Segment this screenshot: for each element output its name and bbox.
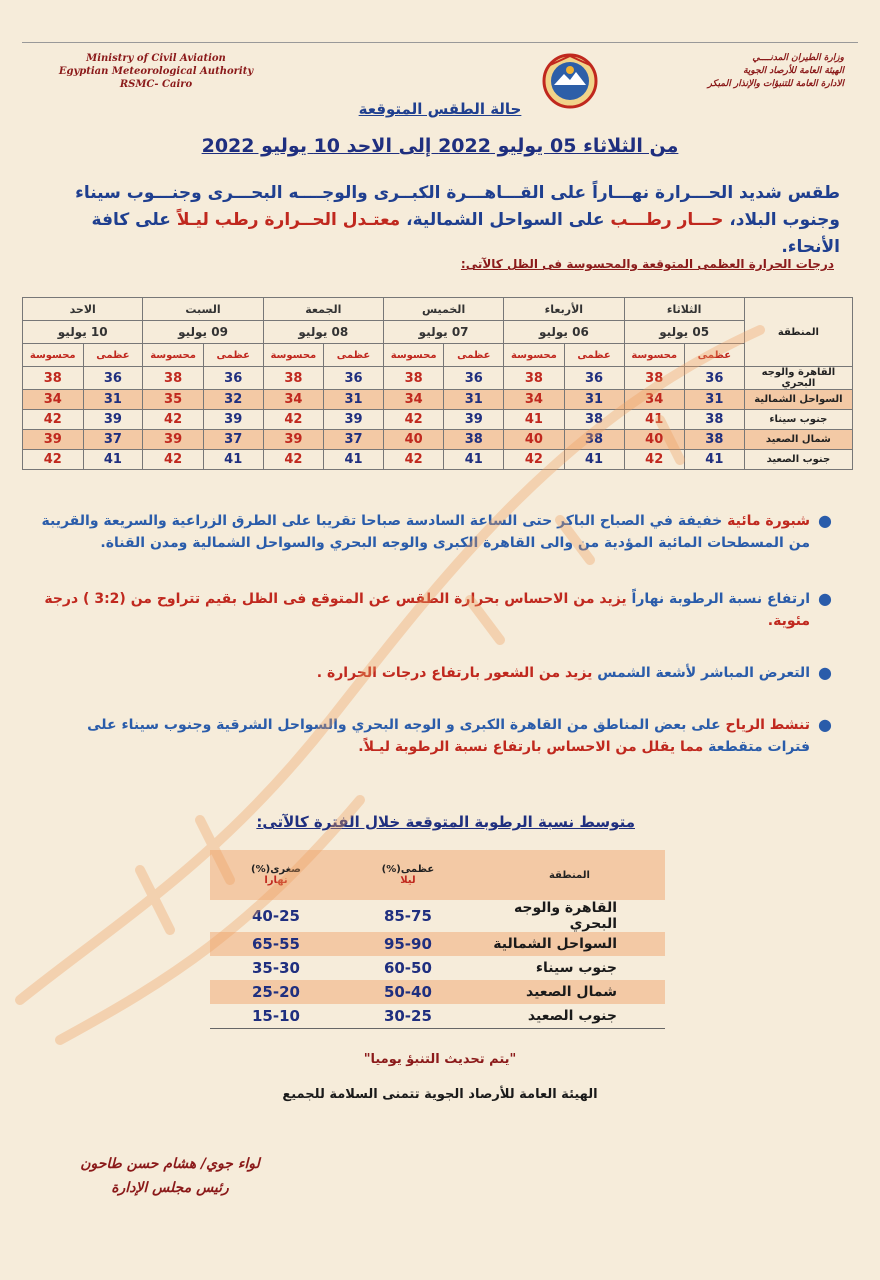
bullet-icon: ● [818, 715, 832, 734]
advisory-fog-heading: شبورة مائية [727, 513, 810, 529]
temp-feel-value: 40 [624, 430, 684, 450]
temp-feel-value: 38 [504, 367, 564, 390]
temp-feel-label: محسوسة [143, 344, 203, 367]
temp-feel-value: 42 [143, 450, 203, 470]
humidity-table [210, 850, 665, 1029]
humidity-region-name: شمال الصعيد [474, 980, 665, 1004]
temp-max-value: 41 [564, 450, 624, 470]
page-title: حالة الطقس المتوقعة [358, 100, 522, 118]
header-ar-line-2: الهيئة العامة للأرصاد الجوية [743, 66, 844, 76]
humidity-row [210, 932, 665, 956]
temp-feel-value: 42 [383, 450, 443, 470]
header-ar-line-1: وزارة الطيران المدنــــي [752, 53, 844, 63]
summary-part-2: حـــار رطـــب [610, 210, 724, 230]
temp-max-value: 41 [324, 450, 384, 470]
humidity-min-value: 40-25 [251, 907, 300, 925]
temp-feel-value: 41 [504, 410, 564, 430]
temp-feel-value: 42 [504, 450, 564, 470]
temp-feel-value: 39 [23, 430, 84, 450]
humidity-min-value: 65-55 [210, 932, 342, 956]
temp-day-name: الجمعة [263, 298, 383, 321]
temp-feel-value: 39 [263, 430, 323, 450]
temp-feel-value: 42 [23, 410, 84, 430]
advisory-wind-heading: تنشط الرياح [725, 717, 810, 733]
humidity-row [210, 956, 665, 980]
temp-feel-value: 34 [23, 390, 84, 410]
advisory-humidity-a: ارتفاع نسبة الرطوبة نهاراً [626, 591, 810, 607]
temp-max-value: 36 [684, 367, 744, 390]
humidity-region-name: جنوب سيناء [535, 960, 617, 976]
temp-day-date: 08 يوليو [263, 321, 383, 344]
humidity-max-value: 95-90 [342, 932, 474, 956]
temp-day-date: 10 يوليو [23, 321, 143, 344]
advisory-sun-a: التعرض المباشر لأشعة الشمس [592, 665, 810, 681]
temp-feel-value: 35 [143, 390, 203, 410]
header-en-line-1: Ministry of Civil Aviation [86, 53, 226, 64]
update-note: "يتم تحديث التنبؤ يوميا" [363, 1052, 517, 1067]
header-english [56, 52, 256, 91]
temp-feel-value: 40 [383, 430, 443, 450]
temp-day-name: الاحد [23, 298, 143, 321]
forecast-period: من الثلاثاء 05 يوليو 2022 إلى الاحد 10 يوليو 2022 [201, 135, 679, 157]
temp-max-label: عظمى [684, 344, 744, 367]
signature-title: رئيس مجلس الإدارة [111, 1180, 229, 1196]
header-en-line-3: RSMC- Cairo [119, 79, 193, 90]
temp-feel-value: 42 [624, 450, 684, 470]
temp-day-date: 05 يوليو [624, 321, 744, 344]
temp-feel-value: 38 [23, 367, 84, 390]
temp-max-value: 41 [684, 450, 744, 470]
humidity-col-min-label: صغرى(%) [251, 864, 301, 875]
humidity-row [210, 900, 665, 932]
temp-feel-label: محسوسة [624, 344, 684, 367]
temp-max-value: 38 [684, 410, 744, 430]
humidity-max-value: 30-25 [342, 1004, 474, 1029]
temp-row [23, 450, 853, 470]
temp-max-label: عظمى [203, 344, 263, 367]
closing-line: الهيئة العامة للأرصاد الجوية تتمنى السلامة للجميع [282, 1087, 598, 1102]
advisory-fog-text: خفيفة في الصباح الباكر حتى الساعة السادسة صباحا تقريبا على الطرق الزراعية والسريعة والقريبة من المسطحات المائية المؤدية من والى القاهرة الكبرى والوجه البحري والسواحل الشمالية ومدن القناة. [41, 513, 810, 551]
humidity-row [210, 980, 665, 1004]
temp-feel-value: 42 [23, 450, 84, 470]
advisory-sun-b: يزيد من الشعور بارتفاع درجات الحرارة . [316, 665, 593, 681]
temp-max-value: 41 [83, 450, 143, 470]
humidity-min-value: 35-30 [251, 959, 300, 977]
header-arabic [624, 52, 844, 91]
temp-max-value: 31 [83, 390, 143, 410]
temperature-table-title: درجات الحرارة العظمى المتوقعة والمحسوسة فى الظل كالآتى: [460, 257, 834, 271]
bullet-icon: ● [818, 663, 832, 682]
advisory-fog [40, 510, 840, 554]
temp-region-header: المنطقة [744, 298, 852, 367]
temp-max-value: 36 [83, 367, 143, 390]
temp-feel-value: 38 [383, 367, 443, 390]
temp-max-value: 36 [564, 367, 624, 390]
temp-feel-value: 42 [143, 410, 203, 430]
temp-region-name: جنوب سيناء [744, 410, 852, 430]
temp-max-label: عظمى [83, 344, 143, 367]
humidity-col-max-label: عظمى(%) [381, 864, 435, 875]
temp-max-value: 31 [684, 390, 744, 410]
temp-max-value: 38 [444, 430, 504, 450]
temp-feel-value: 40 [504, 430, 564, 450]
temp-max-value: 37 [324, 430, 384, 450]
temp-region-name: جنوب الصعيد [744, 450, 852, 470]
bullet-icon: ● [818, 589, 832, 608]
humidity-min-value: 25-20 [210, 980, 342, 1004]
temp-date-row [23, 321, 853, 344]
temp-feel-label: محسوسة [504, 344, 564, 367]
temp-feel-value: 34 [624, 390, 684, 410]
temp-max-value: 37 [203, 430, 263, 450]
humidity-max-value: 50-40 [342, 980, 474, 1004]
temp-feel-value: 38 [624, 367, 684, 390]
summary-part-3: على السواحل الشمالية، [400, 210, 611, 230]
humidity-max-value: 85-75 [383, 907, 432, 925]
advisory-humidity [40, 588, 840, 632]
temp-max-value: 41 [444, 450, 504, 470]
temp-max-value: 36 [324, 367, 384, 390]
advisory-humidity-b: يزيد من الاحساس بحرارة الطقس [395, 591, 627, 607]
temp-day-date: 09 يوليو [143, 321, 263, 344]
summary-part-5: على كافة الأنحاء. [91, 210, 840, 257]
advisory-wind-b: مما يقلل من الاحساس بارتفاع نسبة الرطوبة ليـلاً. [358, 739, 704, 755]
temp-region-name: السواحل الشمالية [744, 390, 852, 410]
humidity-col-min-sub: نهارا [264, 875, 288, 886]
signature-block [40, 1152, 300, 1200]
advisory-wind [40, 714, 840, 758]
temperature-table [22, 297, 853, 470]
temp-feel-value: 42 [263, 410, 323, 430]
temp-feel-label: محسوسة [383, 344, 443, 367]
humidity-min-value: 15-10 [210, 1004, 342, 1029]
temp-max-value: 38 [564, 410, 624, 430]
summary-part-1: طقس شديد الحـــرارة نهـــاراً على القـــاهـــرة الكبــرى والوجــــه البحـــرى وجنـــوب سيناء وجنوب البلاد، [75, 183, 840, 230]
temp-day-date: 06 يوليو [504, 321, 624, 344]
temp-max-label: عظمى [564, 344, 624, 367]
temp-max-value: 39 [83, 410, 143, 430]
humidity-col-region: المنطقة [474, 850, 665, 900]
bullet-icon: ● [818, 511, 832, 530]
temp-max-value: 39 [444, 410, 504, 430]
temp-day-name: الخميس [383, 298, 503, 321]
humidity-col-max-sub: ليلا [400, 875, 416, 886]
temp-max-value: 39 [203, 410, 263, 430]
temp-day-name: الأربعاء [504, 298, 624, 321]
temp-max-value: 38 [564, 430, 624, 450]
temp-region-name: القاهرة والوجه البحري [744, 367, 852, 390]
temp-feel-value: 39 [143, 430, 203, 450]
temp-feel-value: 42 [383, 410, 443, 430]
humidity-row [210, 1004, 665, 1029]
temp-feel-label: محسوسة [23, 344, 84, 367]
temp-row [23, 390, 853, 410]
temp-day-row [23, 298, 853, 321]
humidity-col-max [342, 850, 474, 900]
temp-max-label: عظمى [444, 344, 504, 367]
temp-max-value: 39 [324, 410, 384, 430]
temp-feel-value: 34 [504, 390, 564, 410]
humidity-region-name: السواحل الشمالية [474, 932, 665, 956]
temp-day-name: السبت [143, 298, 263, 321]
temp-subheader-row [23, 344, 853, 367]
temp-max-value: 41 [203, 450, 263, 470]
temp-max-value: 36 [203, 367, 263, 390]
temp-max-label: عظمى [324, 344, 384, 367]
advisory-humidity-c: عن المتوقع فى الظل بقيم تتراوح من (3:2 ) درجة مئوية. [44, 591, 810, 629]
header-en-line-2: Egyptian Meteorological Authority [58, 66, 254, 77]
temp-feel-label: محسوسة [263, 344, 323, 367]
temp-feel-value: 38 [143, 367, 203, 390]
temp-region-name: شمال الصعيد [744, 430, 852, 450]
temp-max-value: 32 [203, 390, 263, 410]
temp-feel-value: 38 [263, 367, 323, 390]
temp-day-name: الثلاثاء [624, 298, 744, 321]
temp-max-value: 37 [83, 430, 143, 450]
weather-summary [40, 180, 840, 261]
temp-row [23, 430, 853, 450]
temp-feel-value: 34 [383, 390, 443, 410]
temp-max-value: 31 [324, 390, 384, 410]
temp-max-value: 38 [684, 430, 744, 450]
humidity-region-name: جنوب الصعيد [474, 1004, 665, 1029]
advisory-sun [40, 662, 840, 684]
temp-day-date: 07 يوليو [383, 321, 503, 344]
temp-feel-value: 41 [624, 410, 684, 430]
temp-max-value: 31 [564, 390, 624, 410]
advisory-wind-a: على بعض المناطق من القاهرة الكبرى و الوجه البحري والسواحل الشرقية وجنوب سيناء على فترات متقطعة [87, 717, 810, 755]
temp-max-value: 36 [444, 367, 504, 390]
temp-feel-value: 42 [263, 450, 323, 470]
temp-row [23, 367, 853, 390]
summary-part-4: معتـدل الحــرارة رطب ليـلاً [176, 210, 401, 230]
humidity-header-row [210, 850, 665, 900]
temp-row [23, 410, 853, 430]
humidity-col-min [210, 850, 342, 900]
humidity-table-title: متوسط نسبة الرطوبة المتوقعة خلال الفترة كالآتى: [256, 813, 635, 831]
signature-name: لواء جوي/ هشام حسن طاحون [80, 1156, 260, 1172]
humidity-max-value: 60-50 [383, 959, 432, 977]
header-ar-line-3: الادارة العامة للتنبؤات والإنذار المبكر [707, 79, 844, 89]
temp-max-value: 31 [444, 390, 504, 410]
humidity-region-name: القاهرة والوجه البحري [513, 900, 617, 932]
temp-feel-value: 34 [263, 390, 323, 410]
